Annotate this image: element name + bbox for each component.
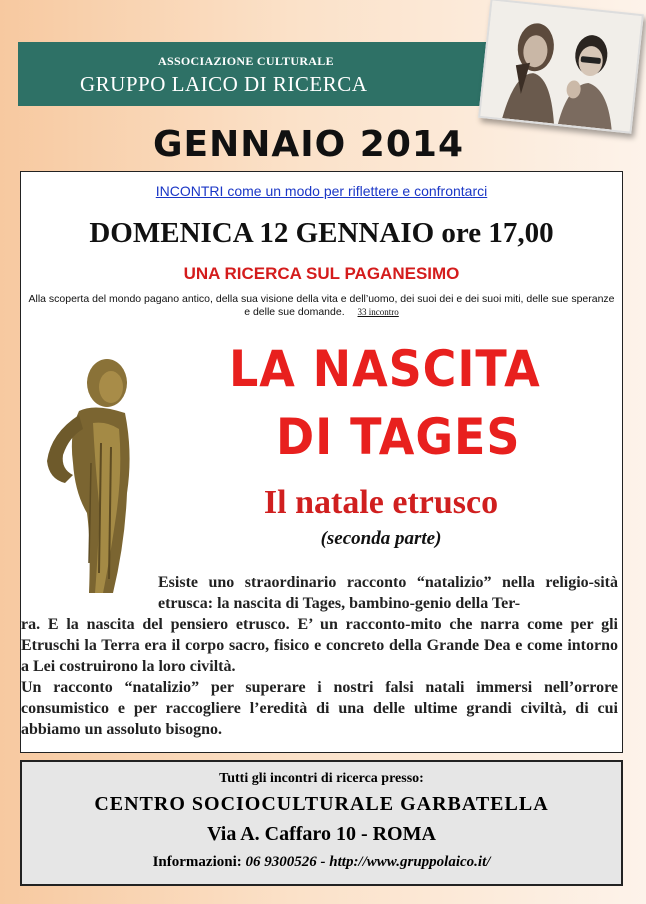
association-label: ASSOCIAZIONE CULTURALE: [158, 54, 334, 68]
feature-subtitle: Il natale etrusco: [263, 484, 499, 521]
event-frame: [20, 171, 623, 753]
body-text: [21, 572, 618, 740]
incontri-link[interactable]: INCONTRI come un modo per riflettere e confrontarci: [155, 183, 488, 199]
feature-title-line1: LA NASCITA: [229, 340, 541, 398]
feature-part: (seconda parte): [320, 528, 442, 549]
body-paragraph-2: Un racconto “natalizio” per superare i nostri falsi natali immersi nell’orrore consumistico e per raccogliere l’eredità di una delle ultime grandi civiltà, di cui abbiamo un assoluto bisogno.: [21, 679, 618, 738]
venue-address: Via A. Caffaro 10 - ROMA: [207, 823, 436, 845]
description-text: Alla scoperta del mondo pagano antico, della sua visione della vita e dell’uomo, dei suoi dei e dei suoi miti, delle sue speranze e delle sue domande.: [28, 293, 615, 318]
footer-intro: Tutti gli incontri di ricerca presso:: [219, 771, 424, 786]
feature-title-line2: DI TAGES: [276, 408, 521, 466]
series-title: UNA RICERCA SUL PAGANESIMO: [183, 264, 460, 283]
etruscan-bronze-statue-icon: [29, 343, 157, 597]
footer-box: [20, 760, 623, 886]
series-description: [25, 293, 618, 319]
two-portraits-photo-icon: [478, 0, 644, 134]
body-paragraph-1a: Esiste uno straordinario racconto “natalizio” nella religio-sità etrusca: la nascita di Tages, bambino-genio della Ter-: [158, 574, 618, 612]
info-value[interactable]: 06 9300526 - http://www.gruppolaico.it/: [245, 854, 491, 870]
group-name: GRUPPO LAICO DI RICERCA: [80, 72, 368, 96]
venue-name: CENTRO SOCIOCULTURALE GARBATELLA: [94, 793, 549, 815]
body-paragraph-1b: ra. E la nascita del pensiero etrusco. E’ un racconto-mito che narra come per gli Etruschi la Terra era il corpo sacro, fisico e concreto della Grande Dea e come intorno a Lei costruirono la loro civiltà.: [21, 616, 618, 675]
contact-info: [22, 854, 621, 871]
info-label: Informazioni:: [152, 854, 242, 870]
incontro-number: 33 incontro: [357, 307, 399, 317]
event-date: DOMENICA 12 GENNAIO ore 17,00: [89, 217, 554, 249]
page-title: GENNAIO 2014: [153, 124, 464, 165]
